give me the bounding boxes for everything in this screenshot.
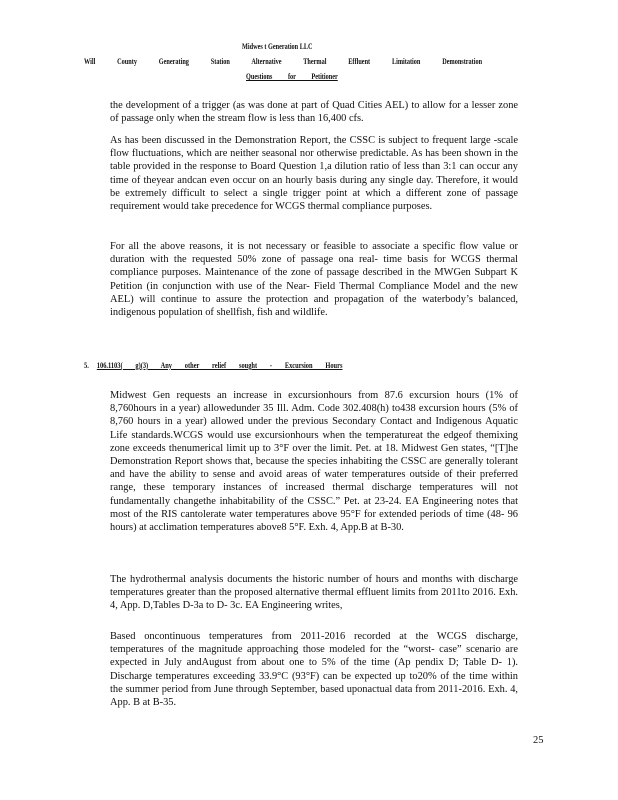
paragraph-trigger: the development of a trigger (as was done at part of Quad Cities AEL) to allow for a lesser zone of passage only when the stream flow is less than 16,400 cfs. [110, 100, 518, 125]
header-title: Will County Generating Station Alternative Thermal Effluent Limitation Demonstration [84, 57, 483, 66]
paragraph-excursion-request: Midwest Gen requests an increase in excursionhours from 87.6 excursion hours (1% of 8,760hours in a year) allowedunder 35 Ill. Adm. Code 302.408(h) to438 excursion hours (5% of 8,760 hours in a year) allowed under the previous Secondary Contact and Indigenous Aquatic Life standards.WCGS would use excursionhours when the temperatureat the edgeof themixing zone exceeds thenumerical limit up to 3°F over the limit. Pet. at 18. Midwest Gen states, “[T]he Demonstration Report shows that, because the species inhabiting the CSSC are generally tolerant and have the ability to sense and avoid areas of water temperatures outside of their preferred range, these temporary instances of increased thermal discharge temperatures will not fundamentally changethe inhabitability of the CSSC.” Pet. at 23-24. EA Engineering notes that most of the RIS cantolerate water temperatures above 95°F for extended periods of time (48- 96 hours) at acclimation temperatures above8 5°F. Exh. 4, App.B at B-30. [110, 390, 518, 534]
section-number: 5. [84, 361, 89, 370]
section-heading [84, 361, 342, 370]
page-number: 25 [533, 735, 544, 746]
paragraph-hydrothermal-analysis: The hydrothermal analysis documents the historic number of hours and months with discharge temperatures greater than the proposed alternative thermal effluent limits from 2011to 2016. Exh. 4, App. D,Tables D-3a to D- 3c. EA Engineering writes, [110, 574, 518, 612]
paragraph-reasons: For all the above reasons, it is not necessary or feasible to associate a specific flow value or duration with the requested 50% zone of passage ona real- time basis for WCGS thermal compliance purposes. Maintenance of the zone of passage described in the MWGen Subpart K Petition (in conjunction with use of the Near- Field Thermal Compliance Model and the new AEL) will continue to assure the protection and propagation of the waterbody’s balanced, indigenous population of shellfish, fish and wildlife. [110, 241, 518, 319]
paragraph-flow-fluctuations: As has been discussed in the Demonstration Report, the CSSC is subject to frequent large -scale flow fluctuations, which are neither seasonal nor otherwise predictable. As has been shown in the table provided in the response to Board Question 1,a dilution ratio of less than 3:1 can occur any time of theyear andcan even occur on an hourly basis during any single day. Therefore, it would be extremely difficult to select a single trigger point at which a different zone of passage requirement would take precedence for WCGS thermal compliance purposes. [110, 135, 518, 213]
paragraph-continuous-temperatures: Based oncontinuous temperatures from 2011-2016 recorded at the WCGS discharge, temperatures of the magnitude approaching those modeled for the “worst- case” scenario are expected in July andAugust from about one to 5% of the time (Ap pendix D; Table D- 1). Discharge temperatures exceeding 33.9°C (93°F) can be expected up to20% of the time within the summer period from June through September, based uponactual data from 2011-2016. Exh. 4, App. B at B-35. [110, 631, 518, 709]
header-company: Midwes t Generation LLC [242, 42, 313, 51]
section-title: 106.1103( g)(3) Any other relief sought - Excursion Hours [96, 361, 343, 370]
header-subtitle: Questions for Petitioner [246, 72, 338, 81]
